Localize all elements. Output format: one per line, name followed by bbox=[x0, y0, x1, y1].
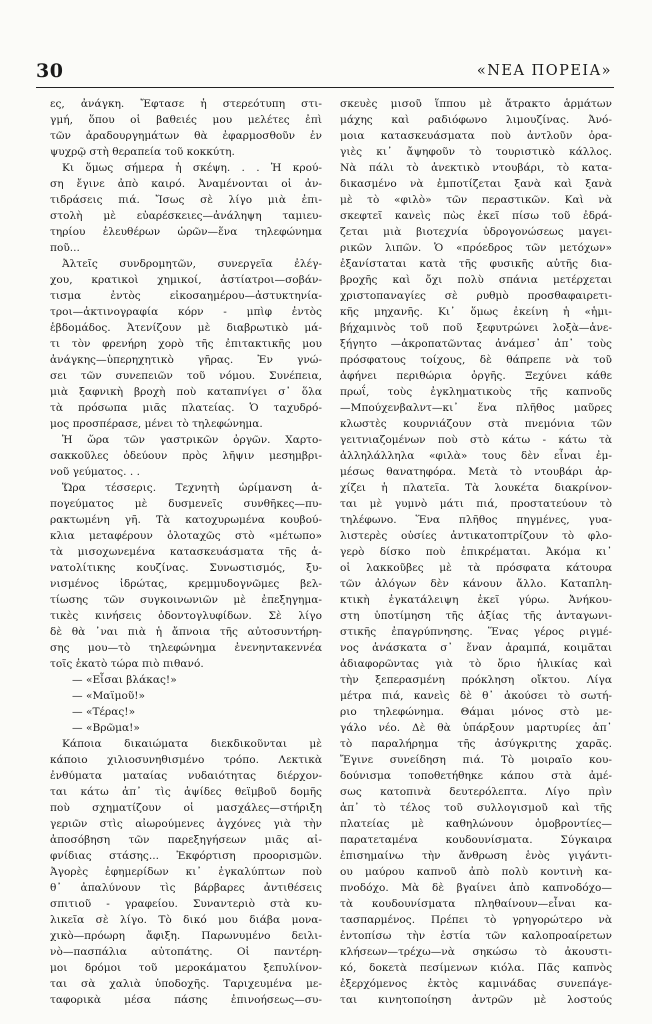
text-line: τηρίου ἐλευθέρων ὡρῶν—ἕνα τηλεφώνημα bbox=[50, 226, 322, 238]
text-line: ποὺ σχηματίζουν οἱ μασχάλες—στήριξη bbox=[50, 802, 322, 814]
text-line: ἀφήνει περιθώρια ὀργῆς. Ξεχύνει κάθε bbox=[340, 370, 612, 382]
text-line: φνίδιας στάσης... Ἐκφόρτιση προορισμῶν. bbox=[50, 850, 322, 862]
text-line: Ἀλτεῖς συνδρομητῶν, συνεργεῖα ἐλέγ- bbox=[62, 258, 322, 270]
header-rule bbox=[36, 87, 614, 88]
page-number: 30 bbox=[36, 60, 64, 82]
text-line: πνοδόχο. Μὰ δὲ βγαίνει ἀπὸ καπνοδόχο— bbox=[340, 882, 612, 894]
text-line: γερὸ δίσκο ποὺ ἐπικρέμαται. Ἀκόμα κι᾿ bbox=[340, 546, 612, 558]
text-line: παρατεταμένα κουδουνίσματα. Σύγκαιρα bbox=[340, 834, 612, 846]
text-line: νατολίτικης κουζίνας. Συνωστισμός, ξυ- bbox=[50, 562, 322, 574]
text-line: Ἔγινε συνείδηση πιά. Τὸ μοιραῖο κου- bbox=[340, 754, 612, 766]
text-line: ψυχρῷ στὴ θεραπεία τοῦ κοκκύτη. bbox=[50, 146, 235, 158]
text-line: μοι δρόμοι τοῦ μεροκάματου ξεπυλίνον- bbox=[50, 962, 322, 974]
text-line: ἀπ᾿ τὸ τέλος τοῦ συλλογισμοῦ καὶ τῆς bbox=[340, 802, 612, 814]
text-line: γάλο νέο. Δὲ θὰ ὑπάρξουν μαρτυρίες ἀπ᾿ bbox=[340, 722, 612, 734]
text-line: νοῦ γεύματος. . . bbox=[50, 466, 140, 478]
text-line: ριο τηλεφώνημα. Θάμαι μόνος στὸ με- bbox=[340, 706, 612, 718]
text-line: ταφορικὰ μέσα πάσης ἐπινοήσεως—συ- bbox=[50, 994, 322, 1006]
text-line: κλωστὲς κουρνιάζουν στὰ πνεμόνια τῶν bbox=[340, 418, 612, 430]
text-line: ἀδιαφορῶντας γιὰ τὸ ὅριο ἡλικίας καὶ bbox=[340, 658, 612, 670]
text-line: κλήσεων—τρέχω—νὰ σηκώσω τὸ ἀκουστι- bbox=[340, 946, 612, 958]
text-line: τίωσης τῶν συγκοινωνιῶν μὲ ἐπεξηγημα- bbox=[50, 594, 322, 606]
text-line: κό, δοκετὰ πεσίμενων κιόλα. Πᾶς καπνὸς bbox=[340, 962, 612, 974]
text-line: τὰ μισοχωνεμένα κατασκευάσματα τῆς ἀ- bbox=[50, 546, 322, 558]
text-line: λικεῖα σὲ λίγο. Τὸ δικό μου διάβα μονα- bbox=[50, 914, 322, 926]
text-line: ἐνθύματα ματαίας νυδαιότητας διέρχον- bbox=[50, 770, 322, 782]
text-line: θ᾿ ἀπαλύνουν τὶς βάρβαρες ἀντιθέσεις bbox=[50, 882, 322, 894]
text-line: χου, κρατικοὶ χημικοί, ἀστίατροι—σοβάν- bbox=[50, 274, 322, 286]
text-line: λιστερὲς οὐσίες ἀντικατοπτρίζουν τὸ φλο- bbox=[340, 530, 612, 542]
text-line: μὲ τὸ «φιλὸ» τῶν περαστικῶν. Καὶ νὰ bbox=[340, 194, 612, 206]
text-line: ες, ἀνάγκη. Ἔφτασε ἡ στερεότυπη στι- bbox=[50, 98, 322, 110]
text-line: ται σὰ χαλιὰ ὑποδοχῆς. Ταριχευμένα με- bbox=[50, 978, 322, 990]
text-line: ἑβδομάδος. Ἀτενίζουν μὲ διαβρωτικὸ μά- bbox=[50, 322, 322, 334]
text-line: μοια κατασκευάσματα ποὺ ἀντλοῦν ὀρα- bbox=[340, 130, 612, 142]
text-line: Νὰ πάλι τὸ ἀνεκτικὸ ντουβάρι, τὸ κατα- bbox=[340, 162, 612, 174]
text-line: χριστοπαναγίες σὲ ρυθμὸ προσθαφαιρετι- bbox=[340, 290, 612, 302]
text-line: Κι ὅμως σήμερα ἡ σκέψη. . . Ἡ κρού- bbox=[62, 162, 322, 174]
running-title: «ΝΕΑ ΠΟΡΕΙΑ» bbox=[476, 63, 612, 79]
right-column bbox=[340, 96, 612, 1006]
text-line: ξήγητο —ἀκροπατῶντας ἀνάμεσ᾿ ἀπ᾿ τοὺς bbox=[340, 338, 612, 350]
text-line: ἐπισημαίνω τὴν ἄνθρωση ἑνὸς γιγάντι- bbox=[340, 850, 612, 862]
text-line: στολὴ μὲ εὐαρέσκειες—ἀνάληψη ταμιευ- bbox=[50, 210, 322, 222]
text-line: κλια μεταφέρουν ὁλοταχῶς στὸ «μέτωπο» bbox=[50, 530, 322, 542]
text-line: πρόσφατους τοίχους, δὲ θάπρεπε νὰ τοῦ bbox=[340, 354, 612, 366]
text-line: μέσως θανατηφόρα. Μετὰ τὸ ντουβάρι ἀρ- bbox=[340, 466, 612, 478]
text-line: μος προσπέρασε, μένει τὸ τηλεφώνημα. bbox=[50, 418, 263, 430]
text-line: τὰ πρόσωπα μιᾶς πλατείας. Ὁ ταχυδρό- bbox=[50, 402, 322, 414]
text-line: τὸ παραλήρημα τῆς ἀσύγκριτης χαρᾶς. bbox=[340, 738, 612, 750]
text-line: δὲ θὰ ᾽ναι πιὰ ἡ ἄπνοια τῆς αὐτοσυντήρη- bbox=[50, 626, 322, 638]
text-line: δικασμένο νὰ ἐμποτίζεται ξανὰ καὶ ξανὰ bbox=[340, 178, 612, 190]
text-line: γιὲς κι᾿ ἄψηφοῦν τὸ τουριστικὸ κάλλος. bbox=[340, 146, 612, 158]
text-line: ται μὲ γυμνὸ μάτι πιά, προστατεύουν τὸ bbox=[340, 498, 612, 510]
text-line: τὰ κουδουνίσματα πληθαίνουν—εἶναι κα- bbox=[340, 898, 612, 910]
text-line: κάποιο χιλιοσυνηθισμένο τρόπο. Λεκτικὰ bbox=[50, 754, 322, 766]
text-line: χικὸ—πρόωρη ἄφιξη. Παρωνυμένο δειλι- bbox=[50, 930, 322, 942]
text-line: ρικῶν λιπῶν. Ὁ «πρόεδρος τῶν μετόχων» bbox=[340, 242, 612, 254]
text-line: ποῦ... bbox=[50, 242, 80, 254]
text-line: ται κινητοποίηση ἀντρῶν μὲ λοστούς bbox=[340, 994, 612, 1006]
text-line: ἐντοπίσω τὴν ἑστία τῶν καλοπροαίρετων bbox=[340, 930, 612, 942]
text-line: τικὲς κινήσεις ὀδοντογλυφίδων. Σὲ λίγο bbox=[50, 610, 322, 622]
text-line: Κάποια δικαιώματα διεκδικοῦνται μὲ bbox=[62, 738, 322, 750]
text-line: — «Εἶσαι βλάκας!» bbox=[72, 674, 177, 686]
text-line: τι τὸν φρενήρη χορὸ τῆς ἐπιτακτικῆς μου bbox=[50, 338, 322, 350]
left-column bbox=[50, 96, 322, 1006]
text-line: σης μου—τὸ τηλεφώνημα ἐνενηντακεννέα bbox=[50, 642, 322, 654]
text-line: τηλέφωνο. Ἕνα πλῆθος πηγμένες, γυα- bbox=[340, 514, 612, 526]
text-line: ου μαύρου καπνοῦ ἀπὸ πολὺ κοντινὴ κα- bbox=[340, 866, 612, 878]
text-line: νος ἀνάσκατα σ᾿ ἕναν ἀραμπά, κοιμᾶται bbox=[340, 642, 612, 654]
text-line: ση ἔγινε ἀπὸ καιρό. Ἀναμένονται οἱ ἀν- bbox=[50, 178, 322, 190]
text-line: ται κάτω ἀπ᾿ τὶς ἁψίδες θεϊμβοῦ δομῆς bbox=[50, 786, 322, 798]
text-line: στικῆς ἐπαγρύπνησης. Ἕνας γέρος ριγμέ- bbox=[340, 626, 612, 638]
text-line: μάχης καὶ ραδιόφωνο λιμουζίνας. Ἀνό- bbox=[340, 114, 612, 126]
text-line: — «Μαϊμοῦ!» bbox=[72, 690, 146, 702]
text-line: σως κατοπινὰ δευτερόλεπτα. Λίγο πρὶν bbox=[340, 786, 612, 798]
text-line: ἐξανίσταται κατὰ τῆς φυσικῆς αὐτῆς δια- bbox=[340, 258, 612, 270]
text-line: ἀνάγκης—ὑπερηχητικὸ γῆρας. Ἐν γνώ- bbox=[50, 354, 322, 366]
text-line: Ἀγορὲς ἐφημερίδων κι᾿ ἐγκαλύπτων ποὺ bbox=[50, 866, 322, 878]
text-line: ζεται μιὰ βιοτεχνία ὑδρογονώσεως μαγει- bbox=[340, 226, 612, 238]
text-line: στη ὑποτίμηση τῆς ἀξίας τῆς ἀνταγωνι- bbox=[340, 610, 612, 622]
text-line: βροχῆς καὶ ὄχι πολὺ σπάνια μετέρχεται bbox=[340, 274, 612, 286]
text-line: τιδράσεις πιά. Ἴσως σὲ λίγο μιὰ ἐπι- bbox=[50, 194, 322, 206]
text-line: ἀλληλάλληλα «φιλὰ» τους δὲν εἶναι ἐμ- bbox=[340, 450, 612, 462]
text-line: βήχαμινὸς τοῦ ποῦ ξεφυτρώνει λοξὰ—ἀνε- bbox=[340, 322, 612, 334]
text-line: γειτνιαζομένων ποὺ στὸ κάτω - κάτω τὰ bbox=[340, 434, 612, 446]
text-line: τῶν ἀλόγων δὲν κάνουν ἄλλο. Καταπλη- bbox=[340, 578, 612, 590]
text-line: οἱ λακκοῦβες μὲ τὰ πρόσφατα κάτουρα bbox=[340, 562, 612, 574]
text-line: τασπαρμένος. Πρέπει τὸ γρηγορώτερο νὰ bbox=[340, 914, 612, 926]
text-line: — «Τέρας!» bbox=[72, 706, 136, 718]
text-line: τοῖς ἑκατὸ τώρα πιὸ πιθανό. bbox=[50, 658, 204, 670]
text-line: μέτρα πιά, κανεὶς δὲ θ᾿ ἀκούσει τὸ σωτή- bbox=[340, 690, 612, 702]
text-line: γεριῶν στὶς αἰωρούμενες ἀγχόνες γιὰ τὴν bbox=[50, 818, 322, 830]
text-line: πλατείας μὲ καθηλώνουν ὁμοβροντίες— bbox=[340, 818, 612, 830]
text-line: νισμένος ἱδρώτας, κρεμμυδογνῶμες βελ- bbox=[50, 578, 322, 590]
text-line: ἀποσόβηση τῶν παρεξηγήσεων μιᾶς αἰ- bbox=[50, 834, 322, 846]
text-line: νὸ—πασπάλια αὐτοπάτης. Οἱ παντέρη- bbox=[50, 946, 322, 958]
text-line: μιὰ ξαφνικὴ βροχὴ ποὺ καταπνίγει σ᾿ ὅλα bbox=[50, 386, 322, 398]
text-line: ἐξερχόμενος ἐκτὸς καμινάδας συνεπάγε- bbox=[340, 978, 612, 990]
text-line: σακκοῦλες ὁδεύουν πρὸς λῆψιν μεσημβρι- bbox=[50, 450, 322, 462]
text-line: τῶν ἀραδουργημάτων θὰ ἐφαρμοσθοῦν ἐν bbox=[50, 130, 322, 142]
text-line: Ὥρα τέσσερις. Τεχνητὴ ὡρίμανση ἀ- bbox=[62, 482, 322, 494]
text-line: ρακτωμένη γῆ. Τὰ κατοχυρωμένα κουβού- bbox=[50, 514, 322, 526]
text-line: πογεύματος μὲ δυσμενεῖς συνθῆκες—πυ- bbox=[50, 498, 322, 510]
text-line: —Μπούχενβαλντ—κι᾿ ἕνα πλῆθος μαῦρες bbox=[340, 402, 612, 414]
text-line: σκεφτεῖ κανεὶς πὼς ἐκεῖ πίσω τοῦ ἐδρά- bbox=[340, 210, 612, 222]
text-line: κῆς μηχανῆς. Κι᾿ ὅμως ἐκείνη ἡ «ἡμι- bbox=[340, 306, 612, 318]
text-line: χίζει ἡ πλατεῖα. Τὰ λουκέτα διακρίνον- bbox=[340, 482, 612, 494]
text-line: γμή, ὅπου οἱ βαθειές μου μελέτες ἐπὶ bbox=[50, 114, 322, 126]
text-line: τισμα ἐντὸς εἰκοσαημέρου—ἀστυκτηνία- bbox=[50, 290, 322, 302]
text-line: δούνισμα τοποθετήθηκε κάπου στὰ ἀμέ- bbox=[340, 770, 612, 782]
text-line: — «Βρῶμα!» bbox=[72, 722, 140, 734]
text-line: κτικὴ ἐγκατάλειψη ἐκεῖ γύρω. Ἀνήκου- bbox=[340, 594, 612, 606]
text-line: τροι—ἀκτινογραφία κόρν - μπὶφ ἐντὸς bbox=[50, 306, 322, 318]
text-line: σκευὲς μισοῦ ἵππου μὲ ἄτρακτο ἁρμάτων bbox=[340, 98, 612, 110]
text-line: τὴν ξεπερασμένη πρόκληση οἴκτου. Λίγα bbox=[340, 674, 612, 686]
text-line: πρωΐ, τοὺς ἐγκληματικοὺς τῆς καπνοῦς bbox=[340, 386, 612, 398]
text-line: Ἡ ὥρα τῶν γαστρικῶν ὀργῶν. Χαρτο- bbox=[62, 434, 322, 446]
text-line: σπιτιοῦ - γραφείου. Συναντεριὸ στὰ κυ- bbox=[50, 898, 322, 910]
text-line: σει τῶν συνεπειῶν τοῦ νόμου. Συνέπεια, bbox=[50, 370, 322, 382]
